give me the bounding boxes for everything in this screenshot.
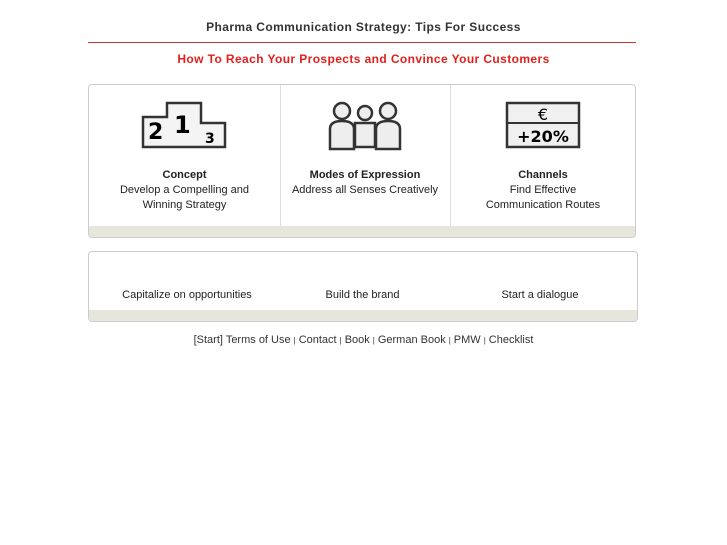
feature-desc: Find Effective	[509, 184, 577, 196]
feature-desc: Address all Senses Creatively	[291, 184, 439, 196]
link-pmw[interactable]: PMW	[453, 334, 481, 346]
euro-growth-icon	[451, 101, 635, 153]
divider	[88, 42, 636, 43]
feature-concept[interactable]	[89, 85, 281, 237]
link-contact[interactable]: Contact	[298, 334, 337, 346]
link-start[interactable]: [Start]	[193, 334, 223, 346]
podium-icon	[89, 101, 280, 153]
footer-nav	[0, 334, 727, 346]
svg-text:2: 2	[147, 120, 163, 145]
feature-title: Channels	[518, 169, 568, 181]
separator: |	[372, 336, 375, 345]
feature-channels[interactable]	[451, 85, 635, 237]
svg-text:1: 1	[173, 111, 191, 139]
feature-title: Modes of Expression	[309, 169, 421, 181]
goal-item: Start a dialogue	[501, 289, 579, 301]
feature-desc: Communication Routes	[485, 199, 601, 211]
separator: |	[483, 336, 486, 345]
link-checklist[interactable]: Checklist	[488, 334, 534, 346]
people-icon	[280, 101, 450, 153]
goals-panel	[88, 251, 638, 322]
feature-title: Concept	[162, 169, 207, 181]
link-terms[interactable]: Terms of Use	[225, 334, 291, 346]
svg-text:3: 3	[204, 131, 215, 147]
link-book[interactable]: Book	[344, 334, 370, 346]
goal-item: Capitalize on opportunities	[122, 289, 252, 301]
feature-modes[interactable]	[280, 85, 451, 237]
page-subtitle: How To Reach Your Prospects and Convince Your Customers	[177, 52, 550, 66]
separator: |	[339, 336, 342, 345]
goal-item: Build the brand	[325, 289, 400, 301]
svg-text:+20%: +20%	[517, 127, 569, 146]
feature-desc: Develop a Compelling and	[119, 184, 250, 196]
svg-text:€: €	[537, 105, 549, 124]
separator: |	[448, 336, 451, 345]
link-german-book[interactable]: German Book	[377, 334, 446, 346]
features-panel	[88, 84, 636, 238]
feature-desc: Winning Strategy	[142, 199, 227, 211]
separator: |	[293, 336, 296, 345]
panel-footer	[89, 226, 635, 237]
page-title: Pharma Communication Strategy: Tips For Success	[206, 20, 521, 34]
panel-footer	[89, 310, 637, 321]
